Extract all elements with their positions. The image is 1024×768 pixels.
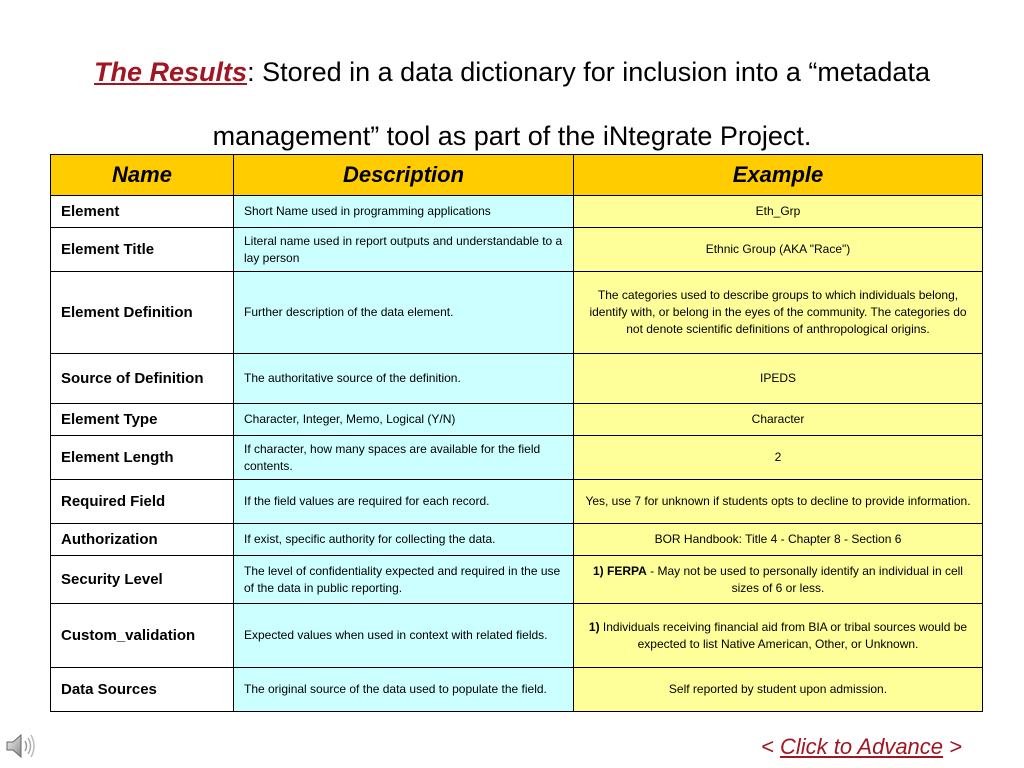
title-text: Stored in a data dictionary for inclusion into a “metadata management” tool as part of the iNtegrate Project. [212,57,930,151]
table-row [51,480,983,524]
row-description: Literal name used in report outputs and understandable to a lay person [234,228,574,272]
table-header-row [51,155,983,196]
row-name: Source of Definition [51,354,234,404]
table-row [51,604,983,668]
row-example: BOR Handbook: Title 4 - Chapter 8 - Section 6 [574,524,983,556]
row-description: Expected values when used in context with related fields. [234,604,574,668]
table-row [51,556,983,604]
row-name: Element Length [51,436,234,480]
row-name: Security Level [51,556,234,604]
row-name: Element Definition [51,272,234,354]
table-row [51,524,983,556]
row-example-prefix: 1) [588,619,600,634]
row-example-text: Individuals receiving financial aid from BIA or tribal sources would be expected to list Native American, Other, or Unknown. [599,619,968,651]
title-emphasis: The Results [94,57,248,87]
row-description: If exist, specific authority for collecting the data. [234,524,574,556]
table-row [51,228,983,272]
row-name: Required Field [51,480,234,524]
row-example: Self reported by student upon admission. [574,668,983,712]
row-description: The authoritative source of the definition. [234,354,574,404]
row-example: 2 [574,436,983,480]
advance-suffix: > [943,734,962,759]
header-example: Example [574,155,983,196]
row-name: Element Type [51,404,234,436]
header-name: Name [51,155,234,196]
header-description: Description [234,155,574,196]
table-row [51,354,983,404]
title-separator: : [247,57,255,87]
row-description: Short Name used in programming applications [234,196,574,228]
advance-nav [761,734,962,760]
row-example: The categories used to describe groups to which individuals belong, identify with, or belong in the eyes of the community. The categories do not denote scientific definitions of anthropological origins. [574,272,983,354]
row-name: Data Sources [51,668,234,712]
click-to-advance-link[interactable]: Click to Advance [779,734,944,759]
table-row [51,272,983,354]
table-row [51,436,983,480]
row-example-text: - May not be used to personally identify an individual in cell sizes of 6 or less. [646,563,963,595]
row-example [574,604,983,668]
row-example: Character [574,404,983,436]
data-dictionary-table [50,154,983,712]
row-description: The original source of the data used to populate the field. [234,668,574,712]
row-description: If character, how many spaces are available for the field contents. [234,436,574,480]
speaker-icon[interactable] [4,730,38,762]
row-example-prefix: 1) FERPA [593,563,647,578]
row-description: If the field values are required for each record. [234,480,574,524]
advance-prefix: < [761,734,780,759]
row-description: The level of confidentiality expected and required in the use of the data in public reporting. [234,556,574,604]
row-name: Custom_validation [51,604,234,668]
row-description: Character, Integer, Memo, Logical (Y/N) [234,404,574,436]
row-name: Element Title [51,228,234,272]
row-name: Authorization [51,524,234,556]
slide-title [40,40,984,168]
table-row [51,668,983,712]
row-description: Further description of the data element. [234,272,574,354]
row-example: Yes, use 7 for unknown if students opts to decline to provide information. [574,480,983,524]
table-row [51,196,983,228]
row-name: Element [51,196,234,228]
row-example [574,556,983,604]
row-example: Eth_Grp [574,196,983,228]
row-example: IPEDS [574,354,983,404]
table-row [51,404,983,436]
row-example: Ethnic Group (AKA "Race") [574,228,983,272]
